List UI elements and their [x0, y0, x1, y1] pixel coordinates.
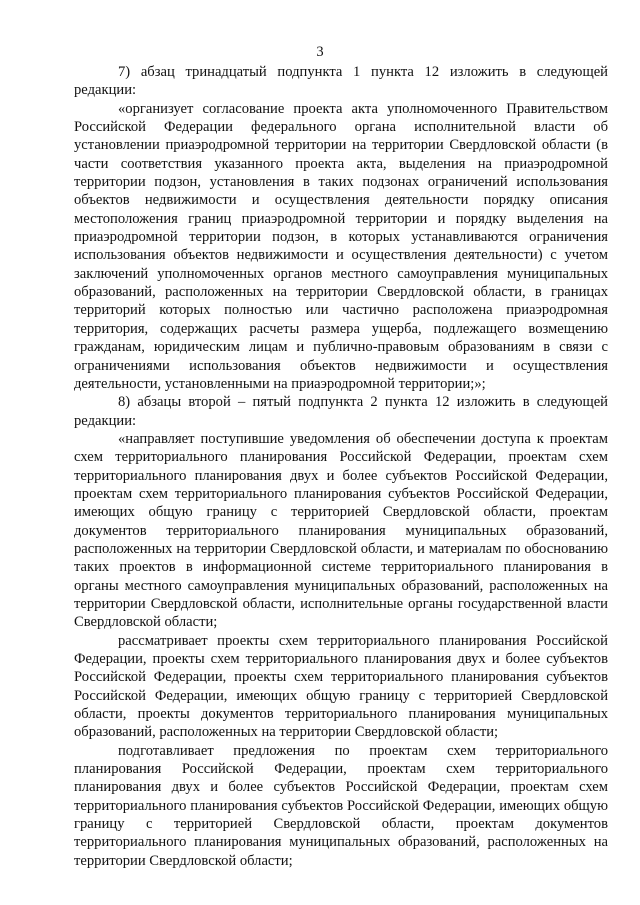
paragraph-quote-item-8-first: «направляет поступившие уведомления об обеспечении доступа к проектам схем территориального планирования Российской Федерации, проектам схем территориального планирования двух и более субъектов Российской Федерации, проектам схем территориального планирования субъектов Российской Федерации, имеющих общую границу с территорией Свердловской области, проектам документов территориального планирования муниципальных образований, расположенных на территории Свердловской области, и материалам по обоснованию таких проектов в информационной системе территориального планирования в органы местного самоуправления муниципальных образований, расположенных на территории Свердловской области, исполнительные органы государственной власти Свердловской области;	[74, 430, 608, 631]
paragraph-item-8: 8) абзацы второй – пятый подпункта 2 пункта 12 изложить в следующей редакции:	[74, 394, 608, 429]
paragraph-quote-item-8-second: рассматривает проекты схем территориального планирования Российской Федерации, проекты схем территориального планирования двух и более субъектов Российской Федерации, проекты схем территориального планирования субъектов Российской Федерации, имеющих общую границу с территорией Свердловской области, проекты документов территориального планирования муниципальных образований, расположенных на территории Свердловской области;	[74, 632, 608, 741]
page-number: 3	[316, 44, 324, 60]
paragraph-quote-item-8-third: подготавливает предложения по проектам схем территориального планирования Российской Федерации, проектам схем территориального планирования двух и более субъектов Российской Федерации, проектам схем территориального планирования субъектов Российской Федерации, имеющих общую границу с территорией Свердловской области, проектам документов территориального планирования муниципальных образований, расположенных на территории Свердловской области;	[74, 742, 608, 869]
document-body	[74, 63, 608, 870]
paragraph-quote-item-7: «организует согласование проекта акта уполномоченного Правительством Российской Федерации федерального органа исполнительной власти об установлении приаэродромной территории на территории Свердловской области (в части соответствия указанного проекта акта, выделения на приаэродромной территории подзон, установления в таких подзонах ограничений использования объектов недвижимости и осуществления деятельности порядку описания местоположения границ приаэродромной территории и порядку выделения на приаэродромной территории подзон, в которых устанавливаются ограничения использования объектов недвижимости и осуществления деятельности) с учетом заключений уполномоченных органов местного самоуправления муниципальных образований, расположенных на территории Свердловской области, в границах территорий которых полностью или частично расположена приаэродромная территория, содержащих расчеты размера ущерба, подлежащего возмещению гражданам, юридическим лицам и публично-правовым образованиям в связи с ограничениями использования объектов недвижимости и осуществления деятельности, установленными на приаэродромной территории;»;	[74, 100, 608, 392]
paragraph-item-7: 7) абзац тринадцатый подпункта 1 пункта 12 изложить в следующей редакции:	[74, 64, 608, 99]
